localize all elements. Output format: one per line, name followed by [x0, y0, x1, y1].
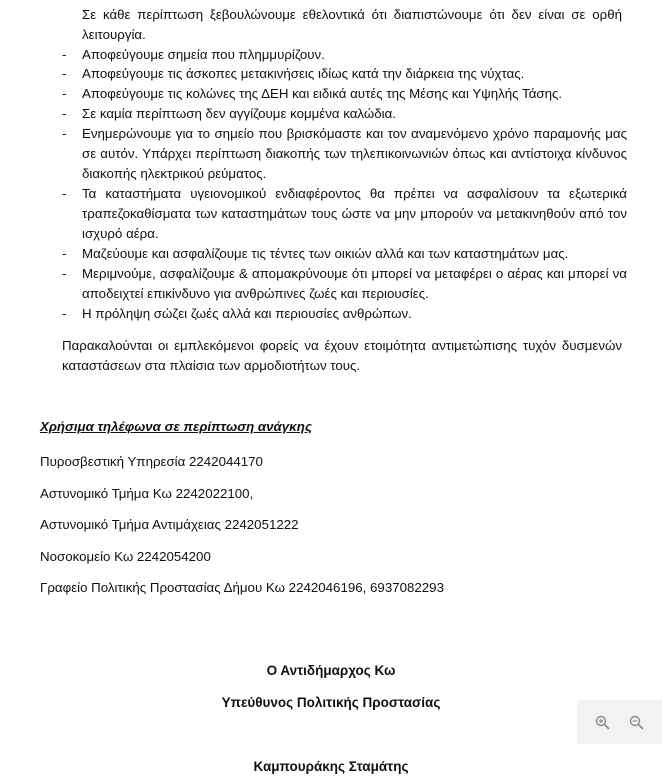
bullet-dash: -	[62, 66, 67, 81]
zoom-out-button[interactable]	[628, 713, 646, 731]
phone-entry: Αστυνομικό Τμήμα Αντιμάχειας 2242051222	[40, 517, 299, 532]
zoom-in-icon	[595, 715, 610, 730]
zoom-controls	[577, 700, 662, 744]
bullet-dash: -	[62, 246, 67, 261]
bullet-text: Αποφεύγουμε τις κολώνες της ΔΕΗ και ειδικά αυτές της Μέσης και Υψηλής Τάσης.	[82, 86, 563, 101]
signature-role: Υπεύθυνος Πολιτικής Προστασίας	[221, 695, 441, 710]
bullet-dash: -	[62, 186, 67, 201]
bullet-text: Σε καμία περίπτωση δεν αγγίζουμε κομμένα καλώδια.	[82, 106, 396, 121]
phones-heading: Χρήσιμα τηλέφωνα σε περίπτωση ανάγκης	[40, 419, 312, 434]
bullet-dash: -	[62, 306, 67, 321]
bullet-text: Ενημερώνουμε για το σημείο που βρισκόμαστε και τον αναμενόμενο χρόνο παραμονής μας σε αυτόν. Υπάρχει περίπτωση διακοπής των τηλεπικοινωνιών όπως και αντίστοιχα κίνδυνος διακοπής ηλεκτρικού ρεύματος.	[82, 126, 627, 181]
bullet-dash: -	[62, 106, 67, 121]
bullet-dash: -	[62, 86, 67, 101]
signature-title: Ο Αντιδήμαρχος Κω	[266, 663, 396, 678]
bullet-text: Η πρόληψη σώζει ζωές αλλά και περιουσίες ανθρώπων.	[82, 306, 412, 321]
bullet-text: Τα καταστήματα υγειονομικού ενδιαφέροντος θα πρέπει να ασφαλίσουν τα εξωτερικά τραπεζοκαθίσματα των καταστημάτων τους ώστε να μην μπορούν να μετακινηθούν από τον ισχυρό αέρα.	[82, 186, 627, 241]
closing-paragraph: Παρακαλούνται οι εμπλεκόμενοι φορείς να έχουν ετοιμότητα αντιμετώπισης τυχόν δυσμενών καταστάσεων στα πλαίσια των αρμοδιοτήτων τους.	[62, 338, 622, 373]
bullet-dash: -	[62, 47, 67, 62]
bullet-text: Αποφεύγουμε σημεία που πλημμυρίζουν.	[82, 47, 325, 62]
continuation-text: Σε κάθε περίπτωση ξεβουλώνουμε εθελοντικά ότι διαπιστώνουμε ότι δεν είναι σε ορθή λειτουργία.	[82, 7, 622, 42]
zoom-in-button[interactable]	[593, 713, 611, 731]
bullet-text: Αποφεύγουμε τις άσκοπες μετακινήσεις ιδίως κατά την διάρκεια της νύχτας.	[82, 66, 525, 81]
phone-entry: Πυροσβεστική Υπηρεσία 2242044170	[40, 454, 263, 469]
signature-name: Καμπουράκης Σταμάτης	[253, 759, 409, 774]
bullet-dash: -	[62, 126, 67, 141]
zoom-out-icon	[629, 715, 644, 730]
bullet-dash: -	[62, 266, 67, 281]
phone-entry: Γραφείο Πολιτικής Προστασίας Δήμου Κω 2242046196, 6937082293	[40, 580, 444, 595]
phone-entry: Αστυνομικό Τμήμα Κω 2242022100,	[40, 486, 254, 501]
phone-entry: Νοσοκομείο Κω 2242054200	[40, 549, 211, 564]
bullet-text: Μαζεύουμε και ασφαλίζουμε τις τέντες των οικιών αλλά και των καταστημάτων μας.	[82, 246, 569, 261]
bullet-text: Μεριμνούμε, ασφαλίζουμε & απομακρύνουμε ότι μπορεί να μεταφέρει ο αέρας και μπορεί να αποδειχτεί επικίνδυνο για ανθρώπινες ζωές και περιουσίες.	[82, 266, 627, 301]
